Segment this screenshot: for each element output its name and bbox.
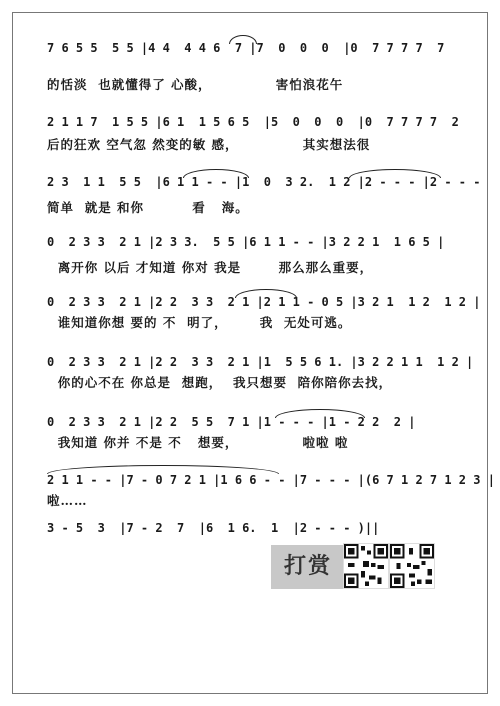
lyrics-line-8: 啦…… xyxy=(47,493,88,508)
lyrics-line-1: 的恬淡 也就懂得了 心酸， 害怕浪花午 xyxy=(47,77,344,92)
qr-code-icon xyxy=(389,543,435,589)
sheet-page xyxy=(12,12,495,694)
lyrics-line-7: 我知道 你并 不是 不 想要， 啦啦 啦 xyxy=(47,435,349,450)
lyrics-line-5: 谁知道你想 要的 不 明了， 我 无处可逃。 xyxy=(47,315,352,330)
notation-line-3: 2 3 1 1 5 5 |6 1 1 - - |1 0 3 2. 1 2 |2 - - - |2 - - - xyxy=(47,175,481,189)
reward-button[interactable]: 打赏 xyxy=(271,545,345,589)
lyrics-line-3: 简单 就是 和你 看 海。 xyxy=(47,200,249,215)
tie-mark xyxy=(47,465,279,474)
lyrics-line-2: 后的狂欢 空气忽 然变的敏 感， 其实想法很 xyxy=(47,137,371,152)
lyrics-line-6: 你的心不在 你总是 想跑， 我只想要 陪你陪你去找， xyxy=(47,375,393,390)
notation-line-7: 0 2 3 3 2 1 |2 2 5 5 7 1 |1 - - - |1 - 2 2 2 | xyxy=(47,415,416,429)
notation-line-1: 7 6 5 5 5 5 |4 4 4 4 6 7 |7 0 0 0 |0 7 7 7 7 7 xyxy=(47,41,445,55)
notation-line-5: 0 2 3 3 2 1 |2 2 3 3 2 1 |2 1 1 - 0 5 |3 2 1 1 2 1 2 | xyxy=(47,295,481,309)
notation-line-9: 3 - 5 3 |7 - 2 7 |6 1 6. 1 |2 - - - )|| xyxy=(47,521,380,535)
notation-line-8: 2 1 1 - - |7 - 0 7 2 1 |1 6 6 - - |7 - - - |(6 7 1 2 7 1 2 3 | xyxy=(47,473,495,487)
notation-line-2: 2 1 1 7 1 5 5 |6 1 1 5 6 5 |5 0 0 0 |0 7 7 7 7 2 xyxy=(47,115,459,129)
lyrics-line-4: 离开你 以后 才知道 你对 我是 那么那么重要， xyxy=(47,260,374,275)
notation-line-6: 0 2 3 3 2 1 |2 2 3 3 2 1 |1 5 5 6 1. |3 2 2 1 1 1 2 | xyxy=(47,355,474,369)
qr-code-icon xyxy=(343,543,389,589)
notation-line-4: 0 2 3 3 2 1 |2 3 3. 5 5 |6 1 1 - - |3 2 2 1 1 6 5 | xyxy=(47,235,445,249)
